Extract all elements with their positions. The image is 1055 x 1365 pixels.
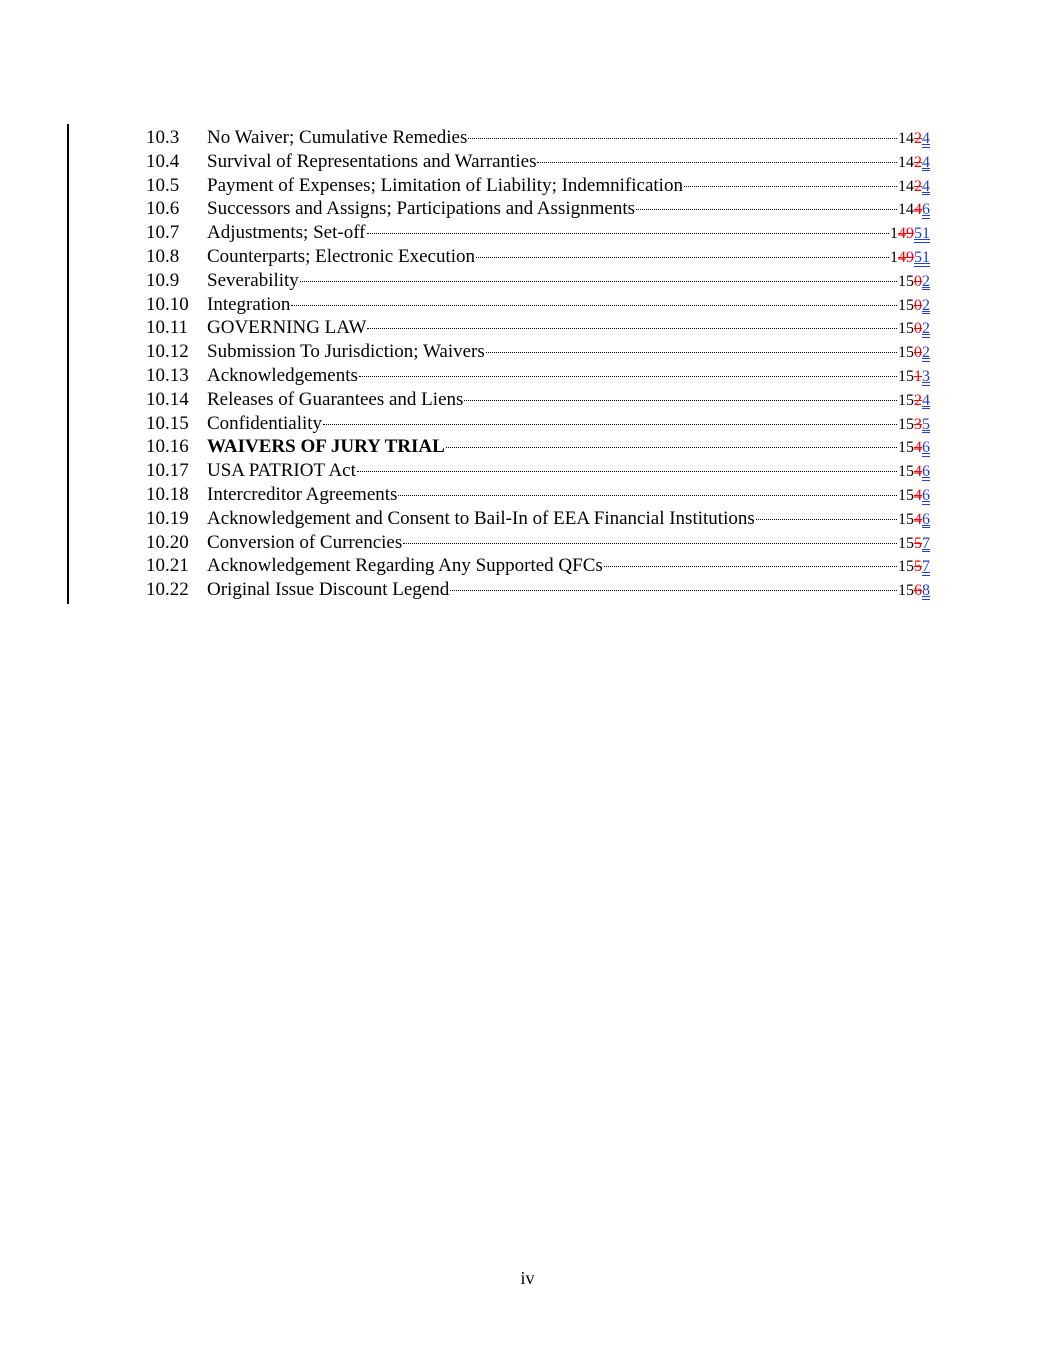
page-number-inserted: 7 xyxy=(922,558,930,576)
toc-page-number xyxy=(898,341,930,365)
toc-section-title: Counterparts; Electronic Execution xyxy=(207,245,476,267)
toc-page-number xyxy=(890,246,930,270)
page-number-inserted: 6 xyxy=(922,201,930,219)
toc-section-title: No Waiver; Cumulative Remedies xyxy=(207,127,468,148)
dot-leader xyxy=(398,495,897,496)
page-number-unchanged: 15 xyxy=(898,486,914,504)
page-number-unchanged: 15 xyxy=(898,582,914,600)
dot-leader xyxy=(300,281,897,282)
toc-entry[interactable] xyxy=(146,459,930,483)
revision-change-bar xyxy=(67,124,69,604)
toc-section-number: 10.12 xyxy=(146,341,189,363)
dot-leader xyxy=(357,471,897,472)
toc-section-number: 10.5 xyxy=(146,174,180,196)
page-number-unchanged: 15 xyxy=(898,344,914,362)
toc-page-number xyxy=(898,413,930,437)
page-number-deleted: 2 xyxy=(914,177,922,195)
page-number-inserted: 6 xyxy=(922,439,930,457)
dot-leader xyxy=(291,305,897,306)
toc-section-number: 10.20 xyxy=(146,531,189,553)
toc-section-title: Acknowledgement and Consent to Bail-In of EEA Financial Institutions xyxy=(207,507,755,529)
toc-entry[interactable] xyxy=(146,388,930,412)
toc-section-number: 10.21 xyxy=(146,555,189,577)
page-number-inserted: 2 xyxy=(922,344,930,362)
page-number-deleted: 4 xyxy=(914,439,922,457)
toc-page-number xyxy=(898,460,930,484)
toc-entry[interactable] xyxy=(146,483,930,507)
toc-page-number xyxy=(898,555,930,579)
page-number-deleted: 0 xyxy=(914,296,922,314)
dot-leader xyxy=(367,328,897,329)
toc-page-number xyxy=(898,198,930,222)
toc-section-number: 10.13 xyxy=(146,364,189,386)
toc-section-title: Intercreditor Agreements xyxy=(207,483,398,505)
toc-page-number xyxy=(898,365,930,389)
page-number-unchanged: 14 xyxy=(898,130,914,147)
page-number-deleted: 2 xyxy=(914,391,922,409)
toc-entry[interactable] xyxy=(146,578,930,602)
toc-page-number xyxy=(898,579,930,603)
page-number-deleted: 5 xyxy=(914,534,922,552)
page-number-unchanged: 15 xyxy=(898,367,914,385)
dot-leader xyxy=(367,233,889,234)
page-number-unchanged: 1 xyxy=(890,225,898,243)
page-number-unchanged: 14 xyxy=(898,201,914,219)
toc-entry[interactable] xyxy=(146,316,930,340)
toc-section-title: Acknowledgement Regarding Any Supported QFCs xyxy=(207,555,603,577)
toc-page-number xyxy=(898,436,930,460)
toc-section-number: 10.11 xyxy=(146,317,189,339)
dot-leader xyxy=(450,590,897,591)
dot-leader xyxy=(468,138,897,139)
page-number-inserted: 51 xyxy=(914,248,930,266)
toc-section-number: 10.15 xyxy=(146,412,189,434)
toc-page-number xyxy=(890,222,930,246)
page-number-footer: iv xyxy=(520,1268,535,1288)
dot-leader xyxy=(403,543,897,544)
toc-page-number xyxy=(898,389,930,413)
toc-entry[interactable] xyxy=(146,364,930,388)
toc-page-number xyxy=(898,532,930,556)
toc-page-number xyxy=(898,508,930,532)
page-number-deleted: 1 xyxy=(914,367,922,385)
toc-section-number: 10.22 xyxy=(146,579,189,601)
page-number-unchanged: 15 xyxy=(898,510,914,528)
page-number-inserted: 4 xyxy=(922,391,930,409)
toc-section-title: Survival of Representations and Warranties xyxy=(207,150,537,172)
toc-entry[interactable] xyxy=(146,507,930,531)
dot-leader xyxy=(486,352,897,353)
page-number-inserted: 2 xyxy=(922,272,930,290)
page-number-unchanged: 15 xyxy=(898,534,914,552)
dot-leader xyxy=(476,257,889,258)
toc-section-title: Acknowledgements xyxy=(207,364,358,386)
toc-section-title: Severability xyxy=(207,269,299,291)
page-number-deleted: 2 xyxy=(914,130,922,147)
toc-section-number: 10.7 xyxy=(146,222,180,244)
toc-section-number: 10.3 xyxy=(146,127,180,148)
toc-section-number: 10.18 xyxy=(146,483,189,505)
page-number-deleted: 2 xyxy=(914,153,922,171)
page-number-unchanged: 15 xyxy=(898,320,914,338)
toc-section-number: 10.6 xyxy=(146,198,180,220)
dot-leader xyxy=(323,424,897,425)
toc-section-title: USA PATRIOT Act xyxy=(207,460,356,482)
toc-entry[interactable] xyxy=(146,340,930,364)
toc-page-number xyxy=(898,484,930,508)
toc-entry[interactable] xyxy=(146,554,930,578)
page-number-inserted: 7 xyxy=(922,534,930,552)
page-number-deleted: 49 xyxy=(898,225,914,243)
toc-entry[interactable] xyxy=(146,245,930,269)
dot-leader xyxy=(446,447,897,448)
toc-entry[interactable] xyxy=(146,150,930,174)
toc-section-title: WAIVERS OF JURY TRIAL xyxy=(207,436,445,458)
page-number-deleted: 5 xyxy=(914,558,922,576)
toc-section-title: Successors and Assigns; Participations and Assignments xyxy=(207,198,636,220)
page-number-inserted: 4 xyxy=(922,153,930,171)
page-number-inserted: 6 xyxy=(922,486,930,504)
page-number-deleted: 0 xyxy=(914,320,922,338)
toc-section-title: Original Issue Discount Legend xyxy=(207,579,450,601)
page-number-inserted: 5 xyxy=(922,415,930,433)
toc-page-number xyxy=(898,175,930,199)
toc-section-number: 10.19 xyxy=(146,507,189,529)
page-number-unchanged: 1 xyxy=(890,248,898,266)
page-number-inserted: 4 xyxy=(922,177,930,195)
dot-leader xyxy=(636,209,897,210)
toc-entry[interactable] xyxy=(146,412,930,436)
page-number-unchanged: 14 xyxy=(898,177,914,195)
toc-page-number xyxy=(898,127,930,151)
page-number-deleted: 0 xyxy=(914,344,922,362)
toc-page-number xyxy=(898,151,930,175)
toc-section-title: Conversion of Currencies xyxy=(207,531,403,553)
toc-section-title: Confidentiality xyxy=(207,412,323,434)
page-number-inserted: 3 xyxy=(922,367,930,385)
page-number-deleted: 4 xyxy=(914,486,922,504)
toc-entry[interactable] xyxy=(146,269,930,293)
toc-section-title: Adjustments; Set-off xyxy=(207,222,366,244)
toc-page-number xyxy=(898,270,930,294)
page-number-deleted: 49 xyxy=(898,248,914,266)
toc-section-number: 10.14 xyxy=(146,388,189,410)
page-number-deleted: 4 xyxy=(914,201,922,219)
toc-section-title: Payment of Expenses; Limitation of Liability; Indemnification xyxy=(207,174,683,196)
dot-leader xyxy=(359,376,897,377)
page-number-inserted: 2 xyxy=(922,296,930,314)
toc-section-title: GOVERNING LAW xyxy=(207,317,367,339)
page-number-inserted: 51 xyxy=(914,225,930,243)
page-number-inserted: 2 xyxy=(922,320,930,338)
page-number-inserted: 4 xyxy=(922,130,930,147)
table-of-contents xyxy=(146,126,930,602)
toc-page-number xyxy=(898,294,930,318)
toc-page-number xyxy=(898,317,930,341)
dot-leader xyxy=(537,162,897,163)
toc-section-number: 10.8 xyxy=(146,245,180,267)
toc-section-number: 10.4 xyxy=(146,150,180,172)
toc-entry[interactable] xyxy=(146,435,930,459)
page-number-unchanged: 15 xyxy=(898,391,914,409)
toc-section-title: Submission To Jurisdiction; Waivers xyxy=(207,341,485,363)
page-number-unchanged: 14 xyxy=(898,153,914,171)
toc-section-number: 10.17 xyxy=(146,460,189,482)
page-number-deleted: 0 xyxy=(914,272,922,290)
page-number-unchanged: 15 xyxy=(898,272,914,290)
toc-entry[interactable] xyxy=(146,221,930,245)
page-number-unchanged: 15 xyxy=(898,296,914,314)
dot-leader xyxy=(756,519,897,520)
dot-leader xyxy=(464,400,897,401)
page-number-unchanged: 15 xyxy=(898,558,914,576)
toc-section-number: 10.10 xyxy=(146,293,189,315)
toc-entry[interactable] xyxy=(146,126,930,150)
dot-leader xyxy=(604,566,897,567)
toc-section-number: 10.16 xyxy=(146,436,189,458)
dot-leader xyxy=(684,186,897,187)
page-number-inserted: 6 xyxy=(922,510,930,528)
page-number-inserted: 8 xyxy=(922,582,930,600)
page-number-unchanged: 15 xyxy=(898,415,914,433)
toc-entry[interactable] xyxy=(146,174,930,198)
page-number-deleted: 4 xyxy=(914,510,922,528)
page-number-unchanged: 15 xyxy=(898,463,914,481)
toc-section-title: Releases of Guarantees and Liens xyxy=(207,388,464,410)
toc-entry[interactable] xyxy=(146,531,930,555)
page-number-inserted: 6 xyxy=(922,463,930,481)
toc-entry[interactable] xyxy=(146,197,930,221)
page-number-deleted: 4 xyxy=(914,463,922,481)
toc-entry[interactable] xyxy=(146,293,930,317)
page-number-deleted: 3 xyxy=(914,415,922,433)
toc-section-number: 10.9 xyxy=(146,269,180,291)
page-number-deleted: 6 xyxy=(914,582,922,600)
page-number-unchanged: 15 xyxy=(898,439,914,457)
toc-section-title: Integration xyxy=(207,293,291,315)
